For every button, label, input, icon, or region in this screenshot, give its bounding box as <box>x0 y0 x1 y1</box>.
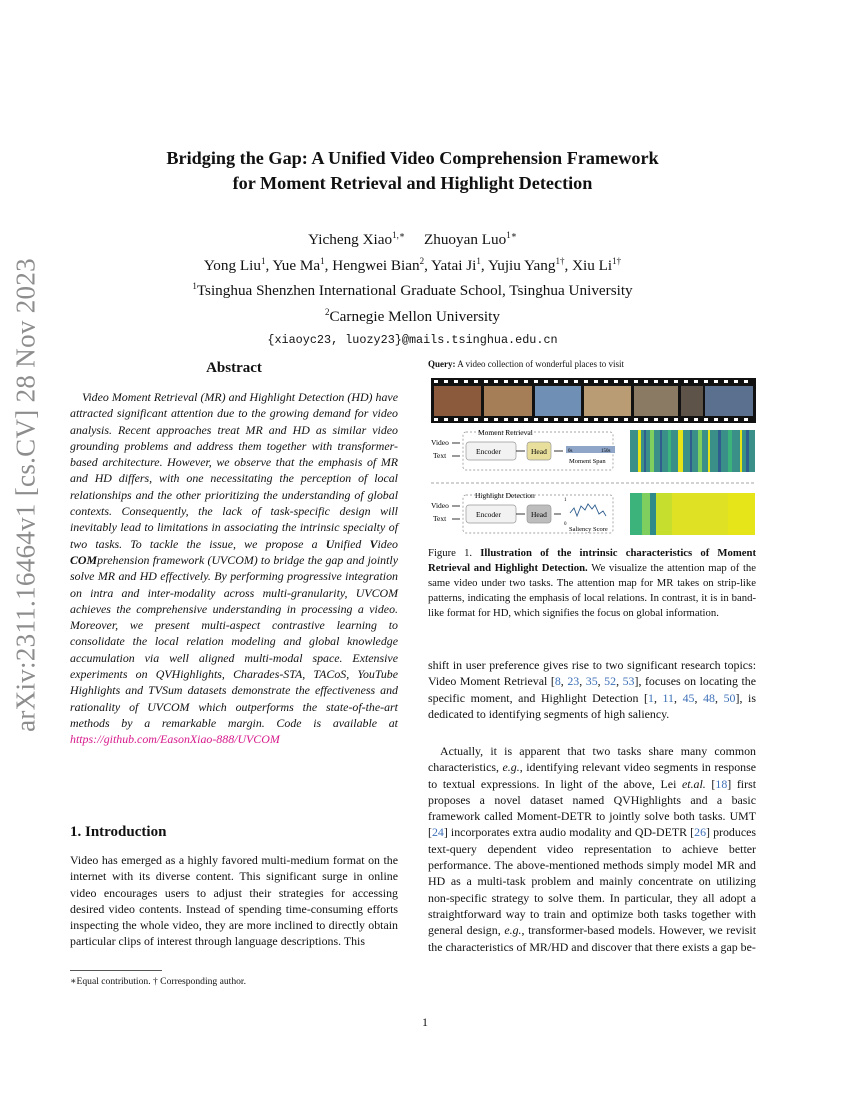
figure-1 <box>428 370 758 540</box>
affiliation-1: $^1$Tsinghua Shenzhen International Graduate School, Tsinghua University <box>192 281 633 300</box>
span-end: 150s <box>601 449 611 454</box>
figure-caption: Figure 1. Illustration of the intrinsic characteristics of Moment Retrieval and Highlight Detection. We visualize the attention map of the same video under two tasks. The attention map for MR takes on strip-like patterns, indicating the emphasis of local relations. In contrast, it is in band-like format for HD, which signifies the focus on global information. <box>428 547 756 619</box>
film-strip <box>431 378 756 423</box>
hd-title: Highlight Detection <box>475 491 535 500</box>
axis-top: 1 <box>564 498 567 503</box>
mr-attention-map <box>630 430 755 472</box>
footnote-rule <box>70 970 162 971</box>
mr-text-label: Text <box>433 451 447 460</box>
author-email: {xiaoyc23, luozy23}@mails.tsinghua.edu.cn <box>267 333 558 348</box>
title-line-2: for Moment Retrieval and Highlight Detection <box>232 172 593 193</box>
hd-panel <box>431 491 755 535</box>
mr-panel <box>431 428 755 472</box>
title-line-1: Bridging the Gap: A Unified Video Comprehension Framework <box>166 148 659 168</box>
mr-head: Head <box>531 447 547 456</box>
saliency-score-label: Saliency Score <box>569 526 608 533</box>
arxiv-id: arXiv:2311.16464v1 [cs.CV] 28 Nov 2023 <box>10 258 41 732</box>
video-frame-3 <box>535 386 581 416</box>
page-number: 1 <box>422 1015 428 1029</box>
affiliation-2: $^2$Carnegie Mellon University <box>325 306 500 325</box>
arxiv-sidebar <box>6 258 46 732</box>
saliency-curve <box>570 504 606 516</box>
span-start: 0s <box>568 449 573 454</box>
figure-query: Query: A video collection of wonderful places to visit <box>428 359 624 369</box>
hd-video-label: Video <box>431 501 449 510</box>
col2-paragraph-1: shift in user preference gives rise to two significant research topics: Video Moment Retrieval [8, 23, 35, 52, 53], focuses on locating the specific moment, and Highlight Detection [1, 11, 45, 48, 50], is dedicated to identifying segments of high saliency. <box>428 658 756 721</box>
hd-encoder: Encoder <box>476 510 501 519</box>
video-frame-5 <box>634 386 678 416</box>
abstract-body: Video Moment Retrieval (MR) and Highlight Detection (HD) have attracted significant attention due to the growing demand for video analysis. Recent approaches treat MR and HD as similar video grounding problems and address them together with transformer-based architecture. However, we observe that the emphasis of MR and HD differs, with one necessitating the perception of local relationships and the other prioritizing the understanding of global contexts. Consequently, the lack of task-specific design will inevitably lead to limitations in associating the intrinsic specialty of two tasks. To tackle the issue, we propose a Unified Video COMprehension framework (UVCOM) to bridge the gap and jointly solve MR and HD effectively. By performing progressive integration on intra and inter-modality across multi-granularity, UVCOM achieves the comprehensive understanding in processing a video. Moreover, we present multi-aspect contrastive learning to consolidate the local relation modeling and global knowledge accumulation via well aligned multi-modal space. Extensive experiments on QVHighlights, Charades-STA, TACoS, YouTube Highlights and TVSum datasets demonstrate the effectiveness and rationality of UVCOM which outperforms the state-of-the-art methods by a remarkable margin. Code is available at https://github.com/EasonXiao-888/UVCOM <box>70 390 398 747</box>
hd-attention-map <box>630 493 755 535</box>
mr-title: Moment Retrieval <box>478 428 533 437</box>
video-frame-7 <box>705 386 753 416</box>
author-line-2: Yong Liu$^1$, Yue Ma$^1$, Hengwei Bian$^2$, Yatai Ji$^1$, Yujiu Yang$^{1\dagger}$, Xiu $Li^{1\dagger}$ <box>203 255 622 274</box>
hd-text-label: Text <box>433 514 447 523</box>
video-frame-6 <box>681 386 703 416</box>
mr-encoder: Encoder <box>476 447 501 456</box>
author-block <box>70 225 755 351</box>
footnote: ∗Equal contribution. † Corresponding author. <box>70 976 246 987</box>
intro-heading: 1. Introduction <box>70 824 167 840</box>
author-line-1: Yicheng Xiao$^{1,∗}$ Zhuoyan Luo$^{1∗}$ <box>308 230 517 249</box>
hd-head: Head <box>531 510 547 519</box>
col2-paragraph-2: Actually, it is apparent that two tasks share many common characteristics, e.g., identifying relevant video segments in response to textual expressions. In light of the above, Lei et.al. [18] first proposes a novel dataset named QVHighlights and a basic framework called Moment-DETR to jointly solve both tasks. UMT [24] incorporates extra audio modality and QD-DETR [26] produces text-query dependent video representation to achieve better performance. The above-mentioned methods simply model MR and HD as a multi-task problem and mainly concentrate on utilizing non-specific strategy to solve them. In particular, they all adopt a straightforward way to train and optimize both tasks together with general design, e.g., transformer-based models. However, we revisit the characteristics of MR/HD and discover that there exists a gap be- <box>428 744 757 954</box>
video-frame-1 <box>434 386 481 416</box>
video-frame-2 <box>484 386 532 416</box>
axis-bottom: 0 <box>564 522 567 527</box>
intro-body: Video has emerged as a highly favored multi-medium format on the internet with its diverse content. This significant surge in online video encourages users to adjust their strategies for accessing desired video contents. Instead of spending time-consuming efforts inspecting the whole video, they are more inclined to directly obtain particular clips of interest through language descriptions. This <box>70 853 398 949</box>
code-link[interactable]: https://github.com/EasonXiao-888/UVCOM <box>70 732 280 747</box>
paper-title <box>70 146 755 195</box>
moment-span-label: Moment Span <box>569 458 606 465</box>
abstract-heading: Abstract <box>206 360 262 376</box>
video-frame-4 <box>584 386 631 416</box>
mr-video-label: Video <box>431 438 449 447</box>
